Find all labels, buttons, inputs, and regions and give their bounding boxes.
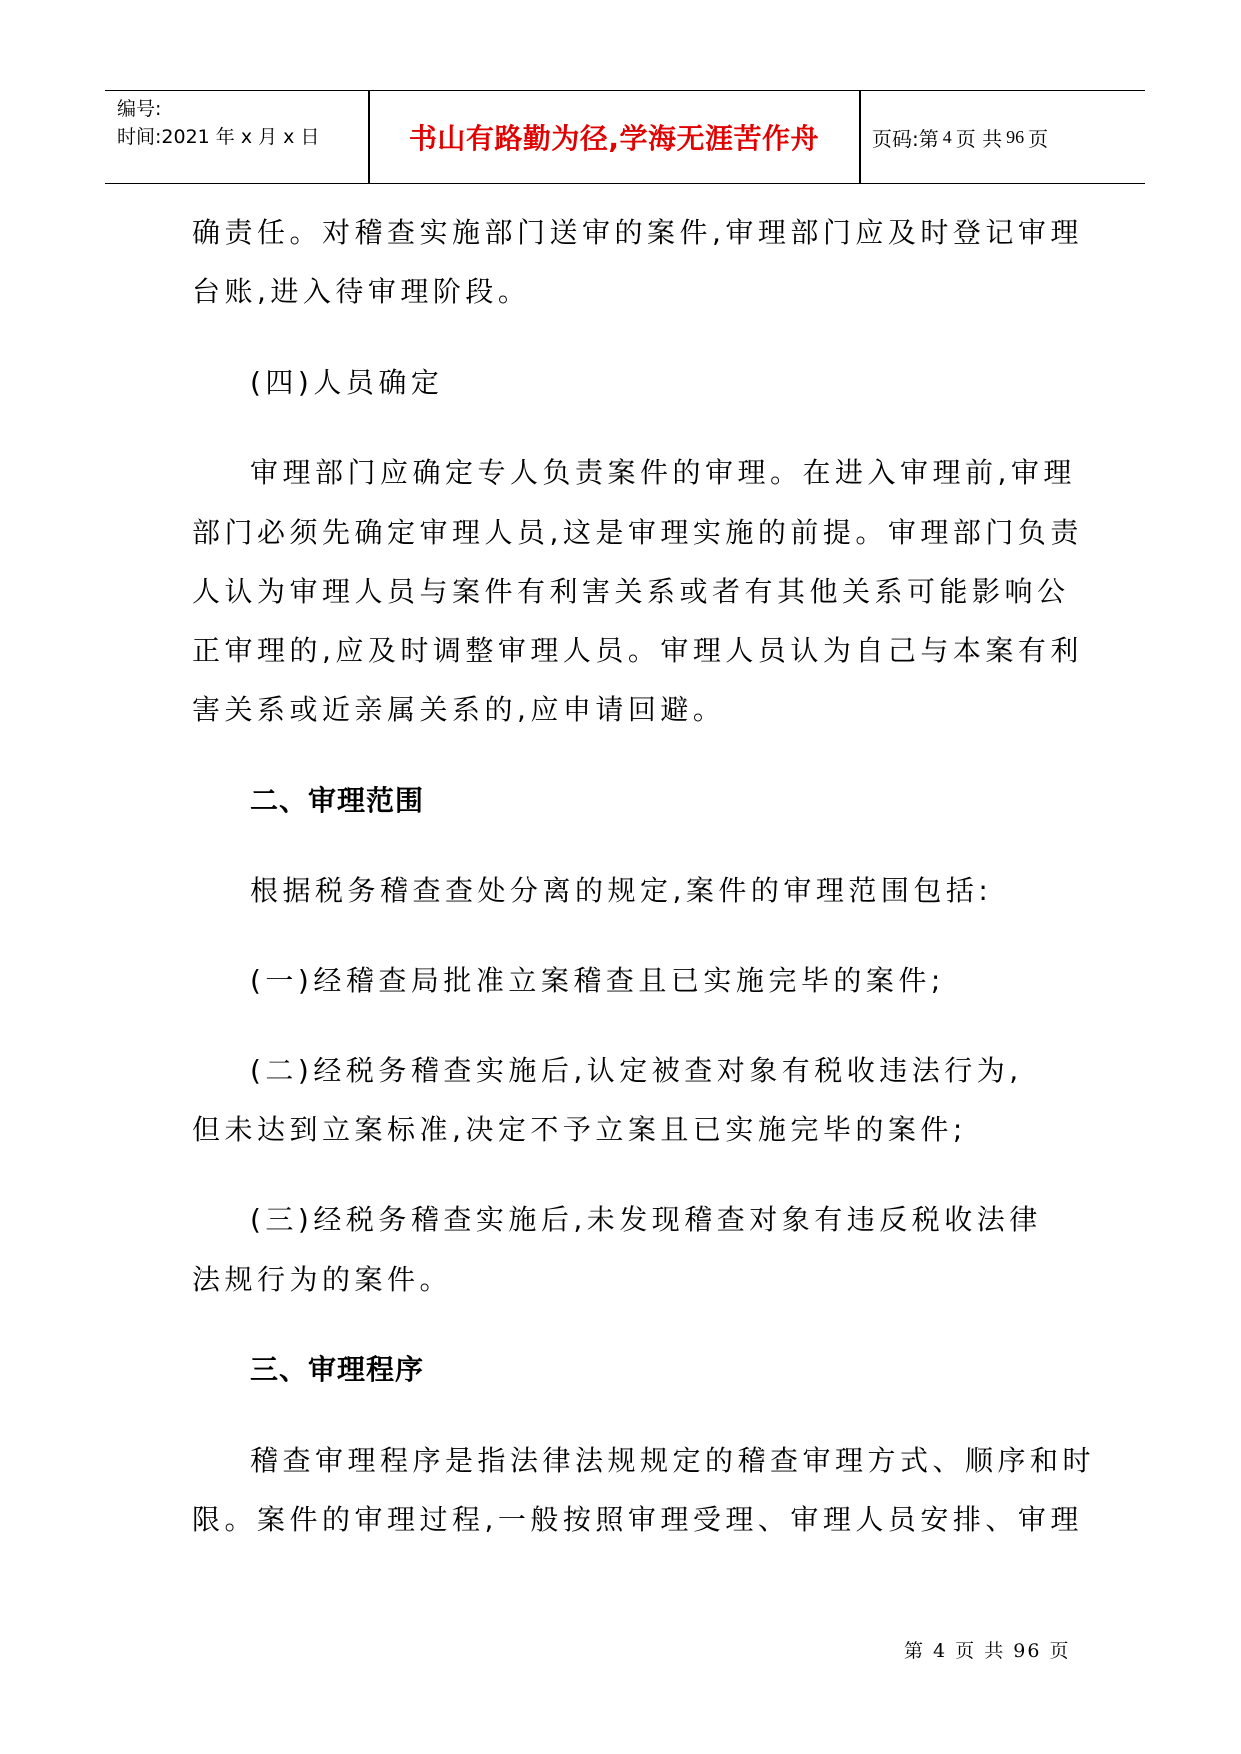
time-label: 时间:2021 年 x 月 x 日: [117, 126, 320, 148]
body-line: 害关系或近亲属关系的,应申请回避。: [192, 693, 726, 726]
page-suffix: 页: [1028, 126, 1049, 151]
body-line: 根据税务稽查查处分离的规定,案件的审理范围包括:: [250, 874, 993, 907]
body-line: 正审理的,应及时调整审理人员。审理人员认为自己与本案有利: [192, 634, 1083, 667]
body-line: 台账,进入待审理阶段。: [192, 275, 531, 308]
page-mid: 页 共: [955, 126, 1003, 151]
section-subheading: (四)人员确定: [250, 366, 444, 399]
list-item: (二)经税务稽查实施后,认定被查对象有税收违法行为,: [250, 1054, 1023, 1087]
header-page-info: [872, 91, 1048, 183]
body-line: 人认为审理人员与案件有利害关系或者有其他关系可能影响公: [192, 575, 1070, 608]
list-item: (一)经稽查局批准立案稽查且已实施完毕的案件;: [250, 964, 945, 997]
header-motto: 书山有路勤为径,学海无涯苦作舟: [408, 122, 820, 155]
header-divider: [859, 91, 861, 183]
document-header: [105, 90, 1145, 184]
serial-label: 编号:: [117, 98, 162, 120]
body-line: 法规行为的案件。: [192, 1263, 453, 1296]
body-line: 审理部门应确定专人负责案件的审理。在进入审理前,审理: [250, 456, 1076, 489]
page-footer: 第 4 页 共 96 页: [904, 1640, 1071, 1662]
page-number: 4: [942, 126, 952, 147]
body-line: 限。案件的审理过程,一般按照审理受理、审理人员安排、审理: [192, 1503, 1083, 1536]
section-heading: 二、审理范围: [250, 784, 425, 817]
page-total: 96: [1006, 126, 1025, 147]
body-line: 确责任。对稽查实施部门送审的案件,审理部门应及时登记审理: [192, 216, 1083, 249]
section-heading: 三、审理程序: [250, 1353, 425, 1386]
body-line: 部门必须先确定审理人员,这是审理实施的前提。审理部门负责: [192, 516, 1083, 549]
list-item: (三)经税务稽查实施后,未发现稽查对象有违反税收法律: [250, 1203, 1042, 1236]
body-line: 稽查审理程序是指法律法规规定的稽查审理方式、顺序和时: [250, 1444, 1096, 1477]
body-line: 但未达到立案标准,决定不予立案且已实施完毕的案件;: [192, 1113, 967, 1146]
page-prefix: 页码:第: [872, 126, 939, 151]
header-meta: [117, 95, 319, 151]
